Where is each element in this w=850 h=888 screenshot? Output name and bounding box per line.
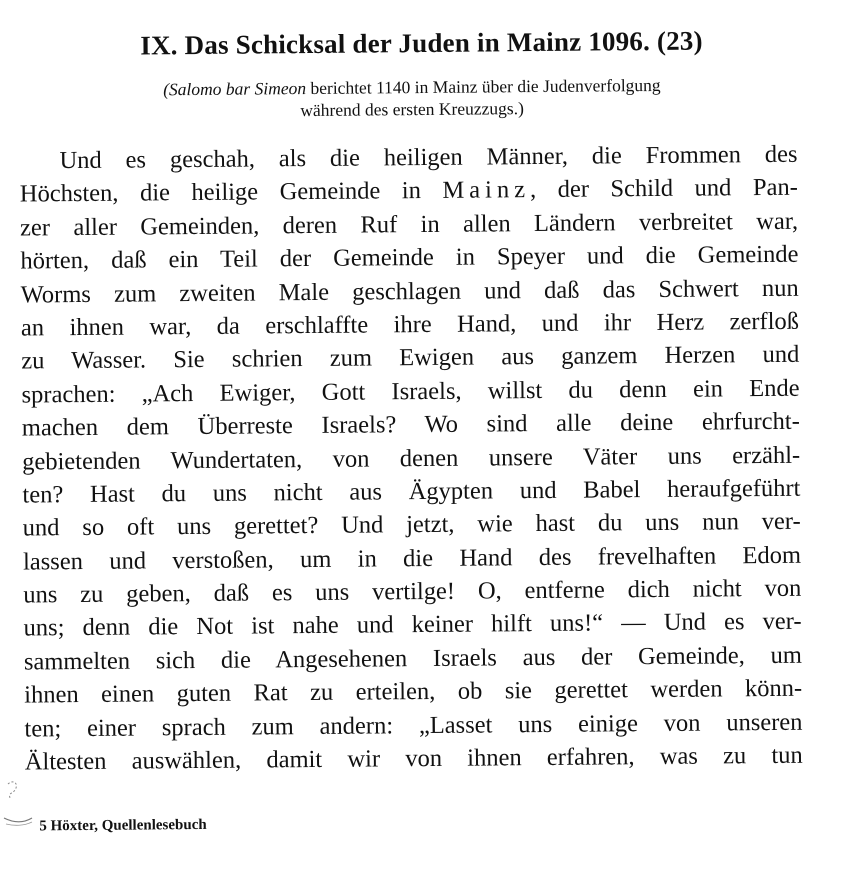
body-line: Ältesten auswählen, damit wir von ihnen erfahren, was zu tun bbox=[24, 741, 803, 776]
body-line: Und es geschah, als die heiligen Männer, die Frommen des bbox=[59, 140, 798, 175]
body-line: zer aller Gemeinden, deren Ruf in allen Ländern verbreitet war, bbox=[19, 207, 799, 242]
body-line: hörten, daß ein Teil der Gemeinde in Speyer und die Gemeinde bbox=[20, 240, 799, 275]
library-stamp-smudge-icon bbox=[2, 778, 36, 830]
subtitle-line-2: während des ersten Kreuzzugs.) bbox=[300, 98, 524, 121]
body-line: ihnen einen guten Rat zu erteilen, ob sie gerettet werden könn- bbox=[24, 674, 803, 709]
body-line: sammelten sich die Angesehenen Israels aus der Gemeinde, um bbox=[23, 641, 802, 676]
body-line: gebietenden Wundertaten, von denen unsere Väter uns erzähl- bbox=[22, 441, 801, 476]
body-line: an ihnen war, da erschlaffte ihre Hand, und ihr Herz zerfloß bbox=[20, 307, 800, 342]
body-line-2-start: Höchsten, die heilige Gemeinde in bbox=[19, 177, 443, 208]
body-line: sprachen: „Ach Ewiger, Gott Israels, willst du denn ein Ende bbox=[21, 374, 800, 409]
footer-signature: 5 Höxter, Quellenlesebuch bbox=[39, 816, 207, 835]
subtitle-line-1-rest: berichtet 1140 in Mainz über die Judenverfolgung bbox=[305, 74, 661, 99]
city-name-mainz: Mainz bbox=[442, 176, 531, 205]
body-line: zu Wasser. Sie schrien zum Ewigen aus ganzem Herzen und bbox=[21, 341, 800, 375]
body-line: Worms zum zweiten Male geschlagen und daß das Schwert nun bbox=[20, 274, 799, 309]
body-line: ten? Hast du uns nicht aus Ägypten und Babel heraufgeführt bbox=[22, 474, 801, 509]
chapter-subtitle bbox=[17, 73, 807, 124]
body-line: und so oft uns gerettet? Und jetzt, wie hast du uns nun ver- bbox=[22, 508, 801, 542]
body-line: uns; denn die Not ist nahe und keiner hilft uns!“ — Und es ver- bbox=[23, 608, 802, 642]
chapter-title: IX. Das Schicksal der Juden in Mainz 1096. (23) bbox=[140, 25, 703, 61]
body-line: lassen und verstoßen, um in die Hand des frevelhaften Edom bbox=[22, 541, 802, 576]
body-line: machen dem Überreste Israels? Wo sind alle deine ehrfurcht- bbox=[21, 407, 800, 442]
subtitle-author: (Salomo bar Simeon bbox=[163, 78, 307, 100]
body-line: uns zu geben, daß es uns vertilge! O, entferne dich nicht von bbox=[23, 574, 802, 609]
body-line: ten; einer sprach zum andern: „Lasset uns einige von unseren bbox=[24, 708, 803, 743]
body-text bbox=[19, 138, 803, 779]
body-line-2-end: , der Schild und Pan- bbox=[529, 174, 798, 204]
